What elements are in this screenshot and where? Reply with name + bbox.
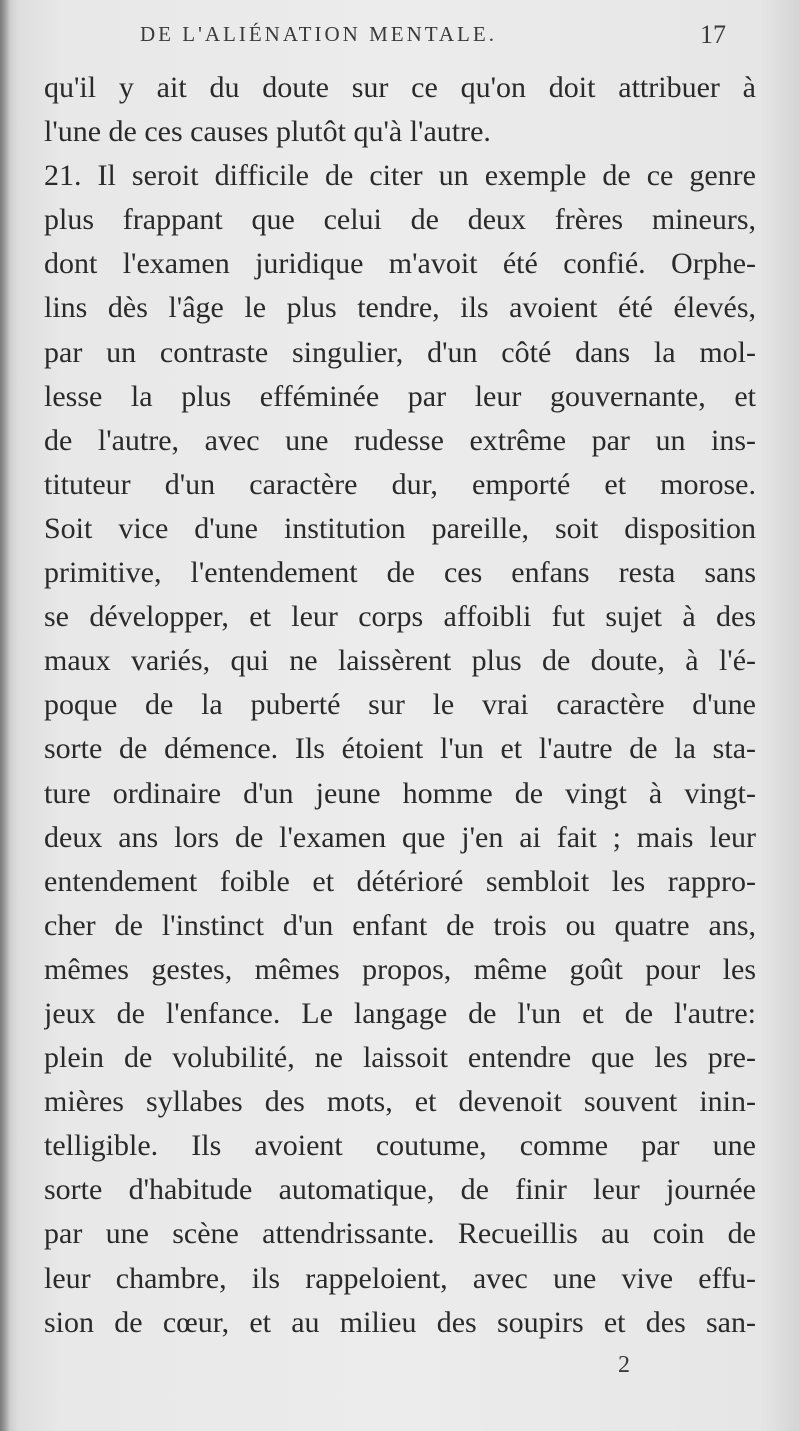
text-line: cher de l'instinct d'un enfant de trois ou quatre ans, bbox=[44, 908, 756, 942]
text-line: mières syllabes des mots, et devenoit souvent inin- bbox=[44, 1085, 756, 1119]
text-line: plein de volubilité, ne laissoit entendre que les pre- bbox=[44, 1041, 756, 1075]
text-line: par une scène attendrissante. Recueillis au coin de bbox=[44, 1217, 756, 1251]
text-line: se développer, et leur corps affoibli fut sujet à des bbox=[44, 600, 756, 634]
text-line: 21. Il seroit difficile de citer un exemple de ce genre bbox=[44, 159, 756, 193]
text-line: telligible. Ils avoient coutume, comme par une bbox=[44, 1129, 756, 1163]
text-line: qu'il y ait du doute sur ce qu'on doit attribuer à bbox=[44, 71, 756, 104]
text-line: maux variés, qui ne laissèrent plus de doute, à l'é- bbox=[44, 644, 756, 678]
body-text bbox=[44, 66, 756, 1345]
spine-shadow bbox=[0, 0, 10, 1431]
text-line: entendement foible et détérioré sembloit les rappro- bbox=[44, 864, 756, 898]
running-head: DE L'ALIÉNATION MENTALE. bbox=[140, 22, 497, 46]
text-line: jeux de l'enfance. Le langage de l'un et de l'autre: bbox=[44, 996, 756, 1030]
text-line: lesse la plus efféminée par leur gouvernante, et bbox=[44, 379, 756, 413]
signature-mark: 2 bbox=[618, 1352, 630, 1378]
text-line: plus frappant que celui de deux frères mineurs, bbox=[44, 203, 756, 237]
text-line: sorte d'habitude automatique, de finir leur journée bbox=[44, 1173, 756, 1207]
text-line: mêmes gestes, mêmes propos, même goût pour les bbox=[44, 952, 756, 986]
text-line: poque de la puberté sur le vrai caractère d'une bbox=[44, 688, 756, 722]
text-line: sion de cœur, et au milieu des soupirs et des san- bbox=[44, 1305, 756, 1339]
text-line: l'une de ces causes plutôt qu'à l'autre. bbox=[44, 115, 491, 149]
text-line: lins dès l'âge le plus tendre, ils avoient été élevés, bbox=[44, 291, 756, 325]
text-line: par un contraste singulier, d'un côté dans la mol- bbox=[44, 335, 756, 369]
text-line: de l'autre, avec une rudesse extrême par un ins- bbox=[44, 423, 756, 457]
text-line: ture ordinaire d'un jeune homme de vingt à vingt- bbox=[44, 776, 756, 810]
text-line: leur chambre, ils rappeloient, avec une vive effu- bbox=[44, 1261, 756, 1295]
text-line: dont l'examen juridique m'avoit été confié. Orphe- bbox=[44, 247, 756, 281]
text-line: Soit vice d'une institution pareille, soit disposition bbox=[44, 511, 756, 545]
text-line: primitive, l'entendement de ces enfans resta sans bbox=[44, 556, 756, 590]
text-line: sorte de démence. Ils étoient l'un et l'autre de la sta- bbox=[44, 732, 756, 766]
page-number: 17 bbox=[700, 20, 726, 49]
text-line: deux ans lors de l'examen que j'en ai fait ; mais leur bbox=[44, 820, 756, 854]
text-line: tituteur d'un caractère dur, emporté et morose. bbox=[44, 467, 756, 501]
